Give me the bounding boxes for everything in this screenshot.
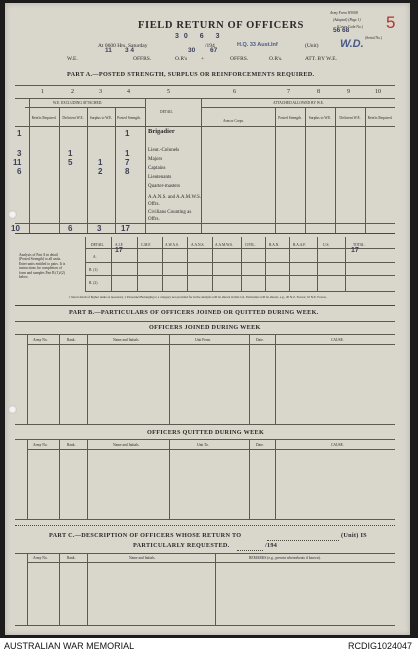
grid-col-aamws: A.A.M.W.S. xyxy=(215,243,233,247)
part-a-colhead-rule xyxy=(15,126,395,127)
offrs-label: OFFRS. xyxy=(133,56,152,62)
grid-bottom-rule xyxy=(85,291,395,292)
quitted-col-cause: CAUSE. xyxy=(331,443,344,447)
part-a-vline-4 xyxy=(145,98,146,233)
head-reints-left: Rein'ts Required. xyxy=(31,116,57,120)
form-reference-2: (Adapted) (Page 1) xyxy=(333,18,361,22)
initials-handwriting: W.D. xyxy=(340,38,364,50)
head-surplus-left: Surplus to W.E. xyxy=(89,116,113,120)
grid-vline-3 xyxy=(187,237,188,291)
offrs-label-2: OFFRS. xyxy=(230,56,249,62)
col-num-7: 7 xyxy=(287,89,290,95)
we-hand-2: 3 4 xyxy=(125,47,135,54)
grid-aif-total-hand: 17 xyxy=(115,247,123,254)
grid-total-hand: 17 xyxy=(351,247,359,254)
serial-no-label: (Serial No.) xyxy=(365,36,382,40)
part-c-vline-1 xyxy=(59,553,60,625)
grid-vline-5 xyxy=(241,237,242,291)
quitted-vline-0 xyxy=(27,439,28,519)
quitted-col-name: Name and Initials. xyxy=(113,443,140,447)
ors-label-2: O.R's. xyxy=(269,56,283,62)
head-surplus-right: Surplus to W.E. xyxy=(308,116,332,120)
grid-row-rule-1 xyxy=(85,262,395,263)
col-num-10: 10 xyxy=(375,89,381,95)
corner-handwriting: 56 68 xyxy=(333,27,350,34)
we-hand-1: 11 xyxy=(105,47,112,54)
col-num-4: 4 xyxy=(127,89,130,95)
grid-col-raaf: R.A.A.F. xyxy=(293,243,306,247)
part-c-year: /194 xyxy=(265,542,278,549)
footer-institution: AUSTRALIAN WAR MEMORIAL xyxy=(4,641,135,651)
hand-row4-c1: 11 xyxy=(13,158,22,167)
part-c-title: PART C.—DESCRIPTION OF OFFICERS WHOSE RETURN TO xyxy=(49,532,242,539)
part-c-header-rule xyxy=(15,553,395,554)
part-c-colhead-rule xyxy=(27,562,395,563)
part-c-col-remarks: REMARKS (e.g., present whereabouts if known). xyxy=(249,556,321,560)
grid-row-b1: B. (1) xyxy=(89,268,98,272)
head-posted-right: Posted Strength. xyxy=(278,116,302,120)
quitted-vline-5 xyxy=(275,439,276,519)
grid-detail-heading: DETAIL xyxy=(91,243,104,247)
part-c-unit-underline xyxy=(267,540,339,541)
grid-row-a: A. xyxy=(93,255,97,259)
detail-heading: DETAIL xyxy=(160,110,173,114)
grid-row-b2: B. (2) xyxy=(89,281,98,285)
joined-vline-2 xyxy=(87,334,88,424)
quitted-col-date: Date. xyxy=(256,443,264,447)
part-a-header-rule xyxy=(15,98,395,99)
part-a-vline-9 xyxy=(365,107,366,233)
grid-vline-6 xyxy=(265,237,266,291)
grid-col-ran: R.A.N. xyxy=(269,243,280,247)
hand-row3-c1: 3 xyxy=(17,149,22,158)
joined-vline-0 xyxy=(27,334,28,424)
col-num-6: 6 xyxy=(233,89,236,95)
rank-aans: A.A.N.S. and A.A.M.W.S. Offrs. xyxy=(148,195,202,207)
grid-col-us: U.S. xyxy=(323,243,330,247)
hand-row3-c2: 1 xyxy=(68,149,73,158)
part-c-vline-2 xyxy=(87,553,88,625)
form-sheet xyxy=(5,3,410,635)
joined-vline-4 xyxy=(249,334,250,424)
part-b-title-rule xyxy=(15,321,395,322)
part-c-title-2: PARTICULARLY REQUESTED. xyxy=(133,542,230,549)
part-c-col-name: Name and Initials. xyxy=(129,556,156,560)
punch-hole-top xyxy=(8,210,17,219)
at-line: At 0600 Hrs. Saturday xyxy=(98,43,148,49)
year-prefix: /194 xyxy=(205,43,215,49)
grid-col-aans: A.A.N.S. xyxy=(191,243,205,247)
rank-civilians: Civilians Counting as Offrs. xyxy=(148,210,192,222)
part-c-vline-0 xyxy=(27,553,28,625)
form-title: FIELD RETURN OF OFFICERS xyxy=(138,20,304,31)
col-num-2: 2 xyxy=(71,89,74,95)
grid-vline-4 xyxy=(212,237,213,291)
hand-row5-c1: 6 xyxy=(17,167,22,176)
hand-row3-c4: 1 xyxy=(125,149,130,158)
grid-col-aif: A.I.F. xyxy=(115,243,124,247)
col-num-8: 8 xyxy=(317,89,320,95)
we-hand-4: 67 xyxy=(210,47,218,54)
rank-majors: Majors xyxy=(148,157,163,162)
grid-head-rule xyxy=(85,248,395,249)
unit-handwriting: H.Q. 33 Aust.Inf xyxy=(237,42,278,48)
quitted-bottom-rule xyxy=(15,519,395,520)
hand-row5-c3: 2 xyxy=(98,167,103,176)
grid-left-note: Analysis of Part A in detail (Posted Strength) to all units. Enter units entitled to pairs. It is instructions for completion of form and samples Part B (1)/(2) below. xyxy=(19,253,66,280)
grid-vline-7 xyxy=(289,237,290,291)
rank-quarter-masters: Quarter-masters xyxy=(148,184,181,189)
att-allowed-heading: ATTACHED ALLOWED BY W.E. xyxy=(273,101,324,105)
part-c-date-underline xyxy=(237,550,263,551)
part-c-bottom-rule xyxy=(15,625,395,626)
quitted-col-army-no: Army No. xyxy=(33,443,48,447)
total-c4: 17 xyxy=(121,224,130,233)
red-page-number: 5 xyxy=(386,13,396,32)
ors-label: O.R's xyxy=(175,56,188,62)
joined-col-unit-from: Unit From. xyxy=(195,338,211,342)
quitted-vline-3 xyxy=(169,439,170,519)
col-num-5: 5 xyxy=(167,89,170,95)
hand-row4-c4: 7 xyxy=(125,158,130,167)
hand-row5-c4: 8 xyxy=(125,167,130,176)
quitted-colhead-rule xyxy=(27,449,395,450)
col-num-1: 1 xyxy=(41,89,44,95)
grid-vline-2 xyxy=(162,237,163,291)
grid-col-cmf: C.M.F. xyxy=(141,243,151,247)
joined-bottom-rule xyxy=(15,424,395,425)
we-label: W.E. xyxy=(67,56,78,62)
quitted-vline-1 xyxy=(59,439,60,519)
grid-vline-9 xyxy=(345,237,346,291)
joined-col-army-no: Army No. xyxy=(33,338,48,342)
date-handwriting: 30 6 3 xyxy=(175,33,225,40)
part-a-bottom-rule xyxy=(15,233,395,234)
grid-col-total: TOTAL xyxy=(353,243,365,247)
joined-heading-rule xyxy=(15,334,395,335)
rank-lieutenants: Lieutenants xyxy=(148,175,172,180)
part-b-top-rule xyxy=(15,305,395,306)
grid-col-awas: A.W.A.S. xyxy=(165,243,179,247)
part-c-unit-is: (Unit) IS xyxy=(341,532,367,539)
quitted-vline-2 xyxy=(87,439,88,519)
rank-lieut-colonels: Lieut.-Colonels xyxy=(148,148,180,153)
grid-col-civil: CIVIL. xyxy=(245,243,256,247)
part-a-top-rule xyxy=(15,85,395,86)
archive-footer xyxy=(0,638,418,654)
quitted-col-rank: Rank. xyxy=(67,443,76,447)
grid-row-rule-2 xyxy=(85,275,395,276)
rank-brigadier: Brigadier xyxy=(148,128,175,135)
head-deficient-right: Deficient W.E. xyxy=(339,116,361,120)
part-b-title: PART B.—PARTICULARS OF OFFICERS JOINED OR QUITTED DURING WEEK. xyxy=(69,309,319,316)
col-num-9: 9 xyxy=(347,89,350,95)
part-a-vline-2 xyxy=(87,107,88,233)
we-excl-heading: W.E. EXCLUDING ATTACHED. xyxy=(53,101,103,105)
quitted-col-unit-to: Unit To. xyxy=(197,443,209,447)
hand-row1-c1: 1 xyxy=(17,129,22,138)
cover-code: (Cover Code No.) xyxy=(337,25,363,29)
att-by-label: ATT. BY W.E. xyxy=(305,56,337,62)
hand-row1-c4: 1 xyxy=(125,129,130,138)
part-a-vline-0 xyxy=(29,98,30,233)
part-c-dotted-rule xyxy=(15,525,395,526)
joined-vline-1 xyxy=(59,334,60,424)
joined-col-rank: Rank. xyxy=(67,338,76,342)
col-num-3: 3 xyxy=(99,89,102,95)
total-c1: 10 xyxy=(11,224,20,233)
grid-vline-left xyxy=(85,237,86,291)
total-c3: 3 xyxy=(97,224,102,233)
we-hand-3: 30 xyxy=(188,47,196,54)
part-a-vline-7 xyxy=(305,107,306,233)
unit-label: (Unit) xyxy=(305,43,319,49)
grid-vline-detail xyxy=(111,237,112,291)
joined-vline-5 xyxy=(275,334,276,424)
total-c2: 6 xyxy=(68,224,73,233)
joined-vline-3 xyxy=(169,334,170,424)
part-a-vline-6 xyxy=(275,107,276,233)
quitted-heading: OFFICERS QUITTED DURING WEEK xyxy=(147,429,265,436)
plus-sign: + xyxy=(201,56,205,62)
form-reference: Army Form W3008 xyxy=(330,11,358,15)
part-c-vline-3 xyxy=(215,553,216,625)
part-c-col-rank: Rank. xyxy=(67,556,76,560)
footer-record-id: RCDIG1024047 xyxy=(347,641,412,651)
grid-vline-1 xyxy=(137,237,138,291)
head-deficient-left: Deficient W.E. xyxy=(62,116,84,120)
joined-col-cause: CAUSE. xyxy=(331,338,344,342)
part-c-col-army-no: Army No. xyxy=(33,556,48,560)
joined-colhead-rule xyxy=(27,344,395,345)
joined-heading: OFFICERS JOINED DURING WEEK xyxy=(149,324,261,331)
rank-captains: Captains xyxy=(148,166,166,171)
part-a-subheader-rule-left xyxy=(25,107,145,108)
quitted-vline-4 xyxy=(249,439,250,519)
joined-col-date: Date. xyxy=(256,338,264,342)
hand-row4-c3: 1 xyxy=(98,158,103,167)
joined-col-name: Name and Initials. xyxy=(113,338,140,342)
quitted-heading-rule xyxy=(15,439,395,440)
grid-footnote: † Insert detail of higher ranks as necessary. ‡ Personnel Belonging to a category not provided for in the analysis will be shown in this Col. Particulars will be shown, e.g., 20 N.Z. Forces; 10 N.E. Forces. xyxy=(69,295,327,299)
part-a-vline-1 xyxy=(59,107,60,233)
part-a-title: PART A.—POSTED STRENGTH, SURPLUS OR REINFORCEMENTS REQUIRED. xyxy=(67,71,315,78)
grid-vline-8 xyxy=(317,237,318,291)
head-arm-corps: Arm or Corps. xyxy=(223,119,244,123)
part-a-vline-3 xyxy=(115,107,116,233)
part-a-vline-8 xyxy=(335,107,336,233)
head-posted-left: Posted Strength. xyxy=(117,116,141,120)
hand-row4-c2: 5 xyxy=(68,158,73,167)
head-reints-right: Rein'ts Required. xyxy=(367,116,393,120)
punch-hole-bottom xyxy=(8,405,17,414)
